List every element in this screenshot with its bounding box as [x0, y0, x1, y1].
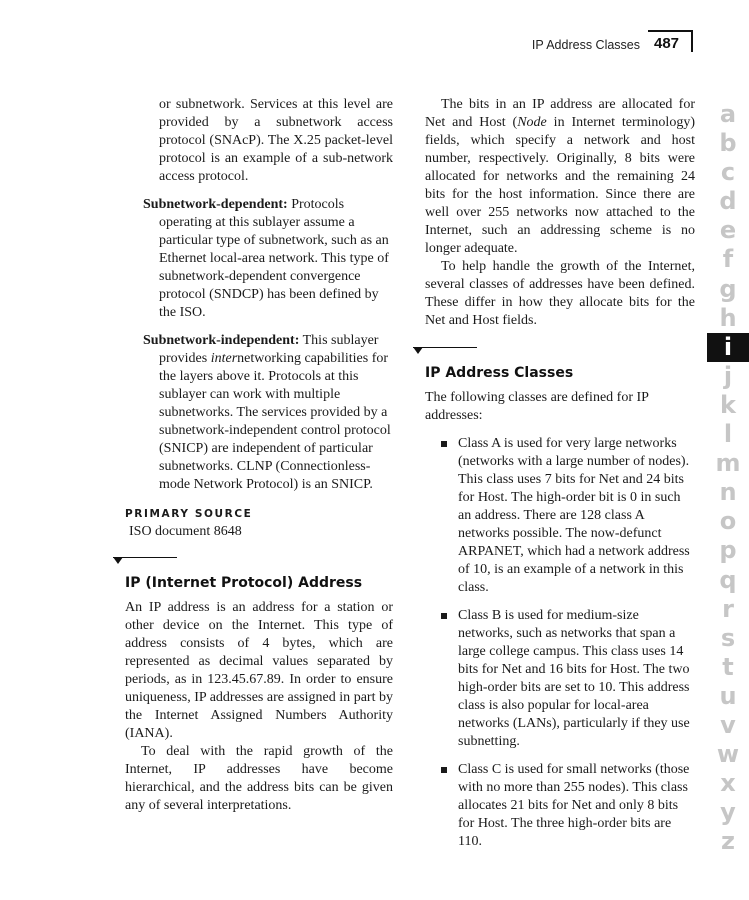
alphabet-tab-i: i	[707, 333, 749, 362]
italic-node: Node	[517, 115, 547, 130]
definition-text: This sublayer provides	[159, 333, 379, 366]
definition-text: networking capabilities for the layers above it. Protocols at this sublayer can work with multiple subnetworks. The services provided by a subnetwork-independent control protocol (SNICP) are independent of particular subnetworks. CLNP (Connectionless-mode Network Protocol) is an SNICP.	[159, 351, 391, 492]
right-column	[425, 96, 695, 861]
intro-paragraph: The following classes are defined for IP addresses:	[425, 390, 649, 423]
alphabet-tab-b: b	[719, 129, 737, 158]
alphabet-tab-s: s	[720, 623, 736, 652]
alphabet-tab-y: y	[720, 798, 736, 827]
alphabet-tab-o: o	[719, 507, 737, 536]
triangle-marker-icon	[413, 347, 423, 354]
list-item	[425, 435, 695, 597]
definition-text: Protocols operating at this sublayer assume a particular type of subnetwork, such as an Ethernet local-area network. This type of subnetwork-dependent convergence protocol (SNDCP) has been defined by the ISO.	[159, 197, 389, 320]
alphabet-tab-u: u	[719, 681, 737, 710]
triangle-marker-icon	[113, 557, 123, 564]
paragraph-text: The bits in an IP address are allocated for Net and Host (	[425, 97, 695, 130]
alphabet-tab-k: k	[720, 390, 736, 419]
alphabet-tab-g: g	[719, 274, 737, 303]
definition-subnetwork-dependent	[125, 196, 393, 322]
section-title: IP Address Classes	[425, 365, 574, 381]
alphabet-tab-q: q	[719, 565, 737, 594]
alphabet-tab-d: d	[719, 187, 737, 216]
list-item-text: Class C is used for small networks (those with no more than 255 nodes). This class allocates 21 bits for Net and only 8 bits for Host. The three high-order bits are 110.	[458, 762, 690, 849]
alphabet-tab-e: e	[719, 216, 737, 245]
section-title: IP (Internet Protocol) Address	[125, 575, 363, 591]
alphabet-tab-a: a	[719, 100, 737, 128]
bullet-icon	[441, 441, 447, 447]
class-list	[425, 435, 695, 851]
alphabet-tab-z: z	[721, 827, 735, 856]
alphabet-thumb-index	[707, 100, 749, 856]
alphabet-tab-n: n	[719, 478, 737, 507]
running-header-title: IP Address Classes	[531, 38, 640, 52]
alphabet-tab-h: h	[719, 303, 737, 332]
alphabet-tab-m: m	[715, 449, 741, 478]
alphabet-tab-x: x	[720, 769, 736, 798]
list-item	[425, 761, 695, 851]
alphabet-tab-p: p	[719, 536, 737, 565]
alphabet-tab-c: c	[720, 158, 736, 187]
list-item	[425, 607, 695, 751]
body-paragraph: An IP address is an address for a station or other device on the Internet. This type of address consists of 4 bytes, which are represented as decimal values separated by periods, as in 123.45.67.89. In order to ensure uniqueness, IP addresses are assigned in part by the Internet Assigned Numbers Authority (IANA).	[125, 600, 393, 741]
paragraph-text: in Internet terminology) fields, which specify a network and host number, respectively. Originally, 8 bits were allocated for networks and the remaining 24 bits for the host information. Since there are well over 255 networks now attached to the Internet, such an addressing scheme is no longer adequate.	[425, 115, 695, 256]
header-vertical-rule	[691, 30, 693, 52]
alphabet-tab-v: v	[720, 710, 736, 739]
primary-source-text: ISO document 8648	[129, 524, 242, 539]
header-rule	[648, 30, 692, 32]
body-paragraph: To deal with the rapid growth of the Internet, IP addresses have become hierarchical, and the address bits can be given any of several interpretations.	[125, 744, 393, 813]
alphabet-tab-r: r	[722, 594, 734, 623]
bullet-icon	[441, 613, 447, 619]
list-item-text: Class B is used for medium-size networks, such as networks that span a large college campus. This class uses 14 bits for Net and 16 bits for Host. The two high-order bits are set to 10. This address class is also popular for local-area networks (LANs), particularly if they use subnetting.	[458, 608, 690, 749]
alphabet-tab-j: j	[723, 361, 733, 390]
body-paragraph: To help handle the growth of the Internet, several classes of addresses have been defined. These differ in how they allocate bits for the Net and Host fields.	[425, 259, 695, 328]
term-subnetwork-independent: Subnetwork-independent:	[143, 333, 300, 348]
body-paragraph	[425, 96, 695, 258]
alphabet-tab-t: t	[722, 652, 734, 681]
left-column	[125, 96, 393, 815]
alphabet-tab-f: f	[722, 245, 734, 274]
alphabet-tab-l: l	[723, 420, 733, 449]
definition-subnetwork-independent	[125, 332, 393, 494]
primary-source-label: PRIMARY SOURCE	[125, 508, 253, 520]
alphabet-tab-w: w	[716, 740, 740, 769]
section-heading-ip-address-classes	[425, 359, 695, 383]
list-item-text: Class A is used for very large networks (networks with a large number of nodes). This class uses 7 bits for Net and 24 bits for Host. The high-order bit is 0 in such an address. There are 128 class A networks possible. The now-defunct ARPANET, which had a network address of 10, is an example of a network in this class.	[458, 436, 690, 595]
continued-entry-text: or subnetwork. Services at this level are provided by a subnetwork access protocol (SNAcP). The X.25 packet-level protocol is an example of a sub-network access protocol.	[159, 97, 393, 184]
page-number: 487	[654, 35, 680, 52]
italic-inter: inter	[210, 351, 238, 366]
section-heading-ip-address	[125, 569, 393, 593]
term-subnetwork-dependent: Subnetwork-dependent:	[143, 197, 288, 212]
bullet-icon	[441, 767, 447, 773]
